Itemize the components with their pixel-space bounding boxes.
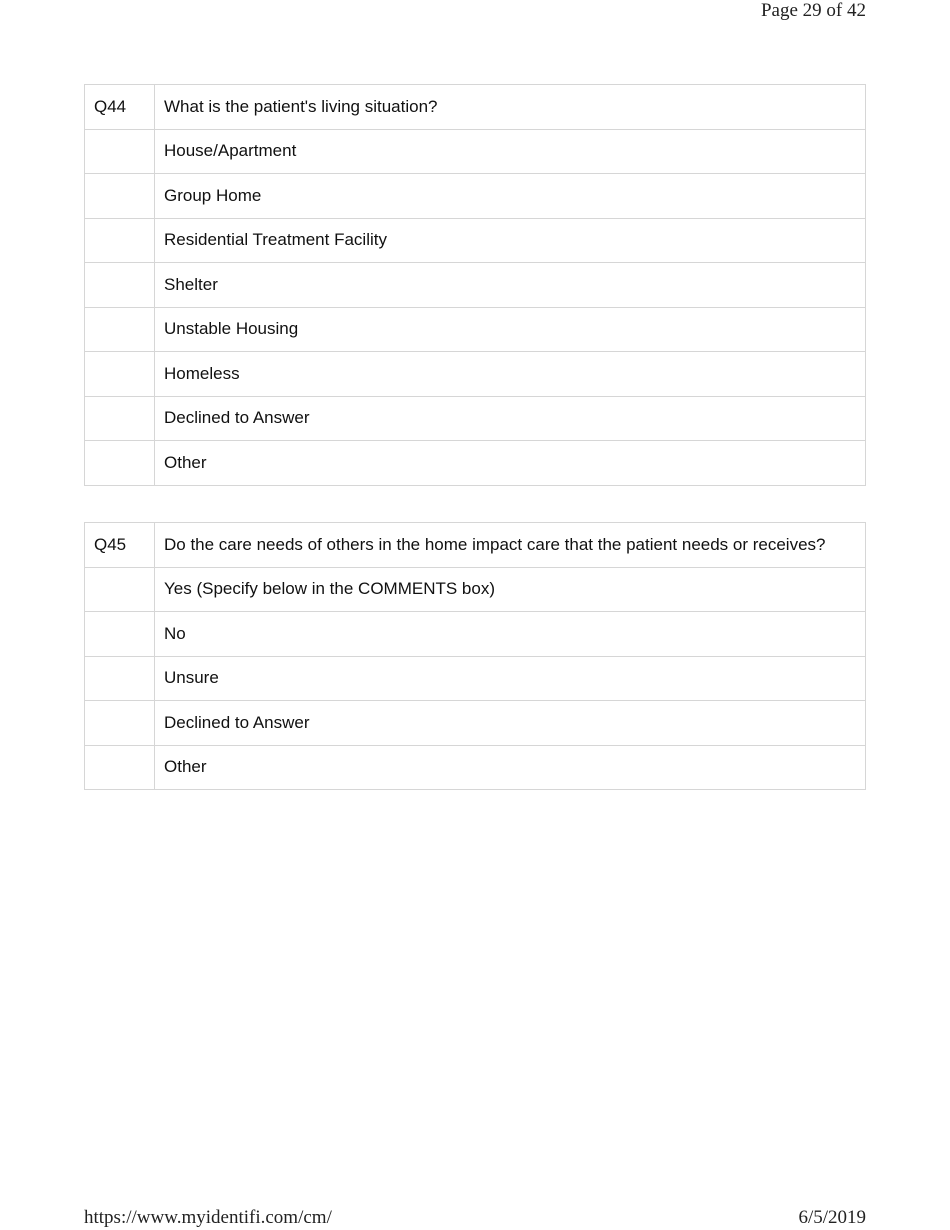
option-row[interactable] <box>85 352 866 397</box>
option-label: Other <box>155 441 866 486</box>
option-marker-cell <box>85 307 155 352</box>
option-marker-cell <box>85 656 155 701</box>
option-marker-cell <box>85 352 155 397</box>
option-row[interactable] <box>85 656 866 701</box>
option-label: Other <box>155 745 866 790</box>
option-label: House/Apartment <box>155 129 866 174</box>
option-marker-cell <box>85 745 155 790</box>
option-label: Homeless <box>155 352 866 397</box>
option-marker-cell <box>85 174 155 219</box>
option-row[interactable] <box>85 396 866 441</box>
option-marker-cell <box>85 263 155 308</box>
option-label: Unstable Housing <box>155 307 866 352</box>
option-row[interactable] <box>85 307 866 352</box>
option-marker-cell <box>85 567 155 612</box>
option-row[interactable] <box>85 701 866 746</box>
footer-date: 6/5/2019 <box>798 1207 866 1228</box>
option-row[interactable] <box>85 441 866 486</box>
option-marker-cell <box>85 129 155 174</box>
option-row[interactable] <box>85 174 866 219</box>
question-number: Q44 <box>85 85 155 130</box>
question-table-q44 <box>84 84 866 486</box>
option-label: Residential Treatment Facility <box>155 218 866 263</box>
option-marker-cell <box>85 218 155 263</box>
question-row <box>85 85 866 130</box>
option-label: Yes (Specify below in the COMMENTS box) <box>155 567 866 612</box>
question-text: What is the patient's living situation? <box>155 85 866 130</box>
question-row <box>85 523 866 568</box>
option-label: No <box>155 612 866 657</box>
footer-url-link[interactable]: https://www.myidentifi.com/cm/ <box>84 1207 332 1228</box>
question-number: Q45 <box>85 523 155 568</box>
question-text: Do the care needs of others in the home impact care that the patient needs or receives? <box>155 523 866 568</box>
option-label: Group Home <box>155 174 866 219</box>
option-row[interactable] <box>85 612 866 657</box>
option-label: Unsure <box>155 656 866 701</box>
option-row[interactable] <box>85 567 866 612</box>
option-label: Shelter <box>155 263 866 308</box>
question-table-q45 <box>84 522 866 790</box>
option-marker-cell <box>85 612 155 657</box>
option-row[interactable] <box>85 263 866 308</box>
option-label: Declined to Answer <box>155 701 866 746</box>
option-marker-cell <box>85 396 155 441</box>
option-row[interactable] <box>85 218 866 263</box>
option-marker-cell <box>85 701 155 746</box>
option-marker-cell <box>85 441 155 486</box>
page-number: Page 29 of 42 <box>760 0 866 21</box>
option-label: Declined to Answer <box>155 396 866 441</box>
option-row[interactable] <box>85 129 866 174</box>
option-row[interactable] <box>85 745 866 790</box>
